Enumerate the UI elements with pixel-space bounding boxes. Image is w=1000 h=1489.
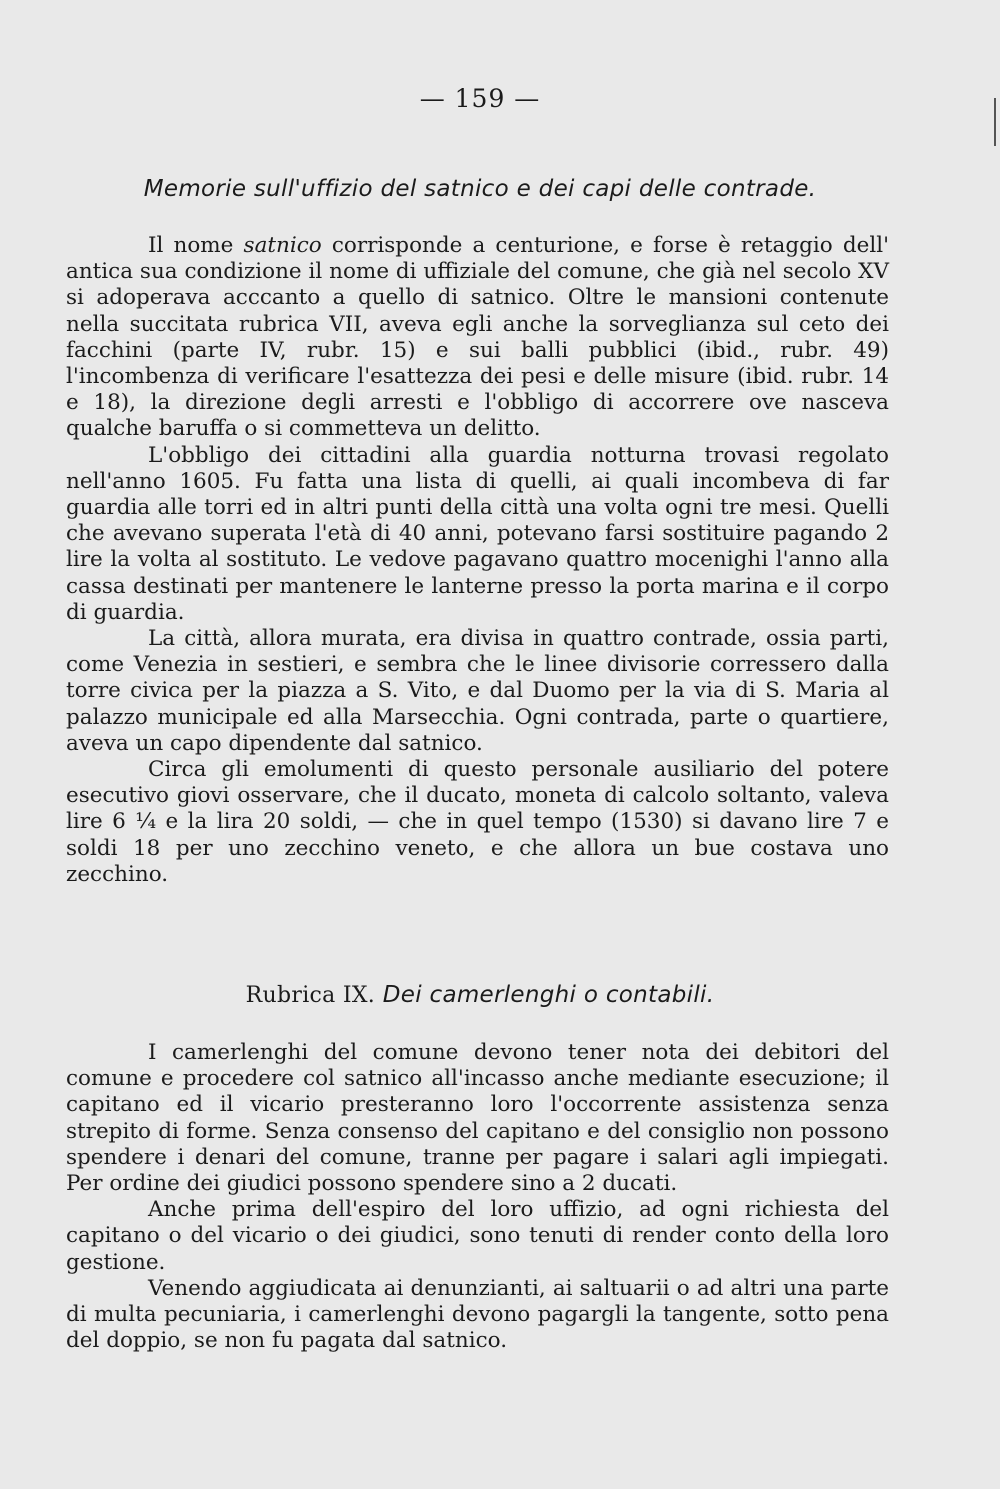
paragraph: La città, allora murata, era divisa in quattro contrade, ossia parti, come Venezia in sestieri, e sembra che le linee divisorie corressero dalla torre civica per la piazza a S. Vito, e dal Duomo per la via di S. Maria al palazzo municipale ed alla Marsecchia. Ogni contrada, parte o quartiere, aveva un capo dipendente dal satnico. bbox=[66, 626, 889, 756]
paragraph: Circa gli emolumenti di questo personale ausiliario del potere esecutivo giovi osservare, che il ducato, moneta di calcolo soltanto, valeva lire 6 ¼ e la lira 20 soldi, — che in quel tempo (1530) si davano lire 7 e soldi 18 per uno zecchino veneto, e che allora un bue costava uno zecchino. bbox=[66, 757, 889, 887]
section-body bbox=[66, 233, 889, 888]
italic-term: satnico bbox=[243, 233, 322, 258]
page-number: — 159 — bbox=[419, 84, 541, 113]
paragraph-text: Il nome bbox=[148, 233, 244, 258]
section-heading: Memorie sull'uffizio del satnico e dei capi delle contrade. bbox=[143, 176, 817, 202]
rubric-heading bbox=[0, 982, 960, 1008]
paragraph-text: corrisponde a centurione, e forse è retaggio dell' antica sua condizione il nome di uffiziale del comune, che già nel secolo XV si adoperava acccanto a quello di satnico. Oltre le mansioni contenute nella succitata rubrica VII, aveva egli anche la sorveglianza sul ceto dei facchini (parte IV, rubr. 15) e sui balli pubblici (ibid., rubr. 49) l'incombenza di verificare l'esattezza dei pesi e delle misure (ibid. rubr. 14 e 18), la direzione degli arresti e l'obbligo di accorrere ove nasceva qualche baruffa o si commetteva un delitto. bbox=[66, 233, 889, 442]
paragraph: Venendo aggiudicata ai denunzianti, ai saltuarii o ad altri una parte di multa pecuniaria, i camerlenghi devono pagargli la tangente, sotto pena del doppio, se non fu pagata dal satnico. bbox=[66, 1275, 889, 1354]
paragraph: I camerlenghi del comune devono tener nota dei debitori del comune e procedere col satnico all'incasso anche mediante esecuzione; il capitano ed il vicario presteranno loro l'occorrente assistenza senza strepito di forme. Senza consenso del capitano e del consiglio non possono spendere i denari del comune, tranne per pagare i salari agli impiegati. Per ordine dei giudici possono spendere sino a 2 ducati. bbox=[66, 1040, 889, 1197]
paragraph: L'obbligo dei cittadini alla guardia notturna trovasi regolato nell'anno 1605. Fu fatta una lista di quelli, ai quali incombeva di far guardia alle torri ed in altri punti della città una volta ogni tre mesi. Quelli che avevano superata l'età di 40 anni, potevano farsi sostituire pagando 2 lire la volta al sostituto. Le vedove pagavano quattro mocenighi l'anno alla cassa destinati per mantenere le lanterne presso la porta marina e il corpo di guardia. bbox=[66, 442, 889, 625]
paragraph: Anche prima dell'espiro del loro uffizio, ad ogni richiesta del capitano o del vicario o dei giudici, sono tenuti di render conto della loro gestione. bbox=[66, 1197, 889, 1275]
rubric-number: Rubrica IX. bbox=[245, 983, 376, 1008]
rubric-body bbox=[66, 1040, 889, 1354]
rubric-title: Dei camerlenghi o contabili. bbox=[382, 982, 715, 1008]
paragraph bbox=[66, 233, 889, 443]
margin-mark bbox=[994, 98, 996, 146]
